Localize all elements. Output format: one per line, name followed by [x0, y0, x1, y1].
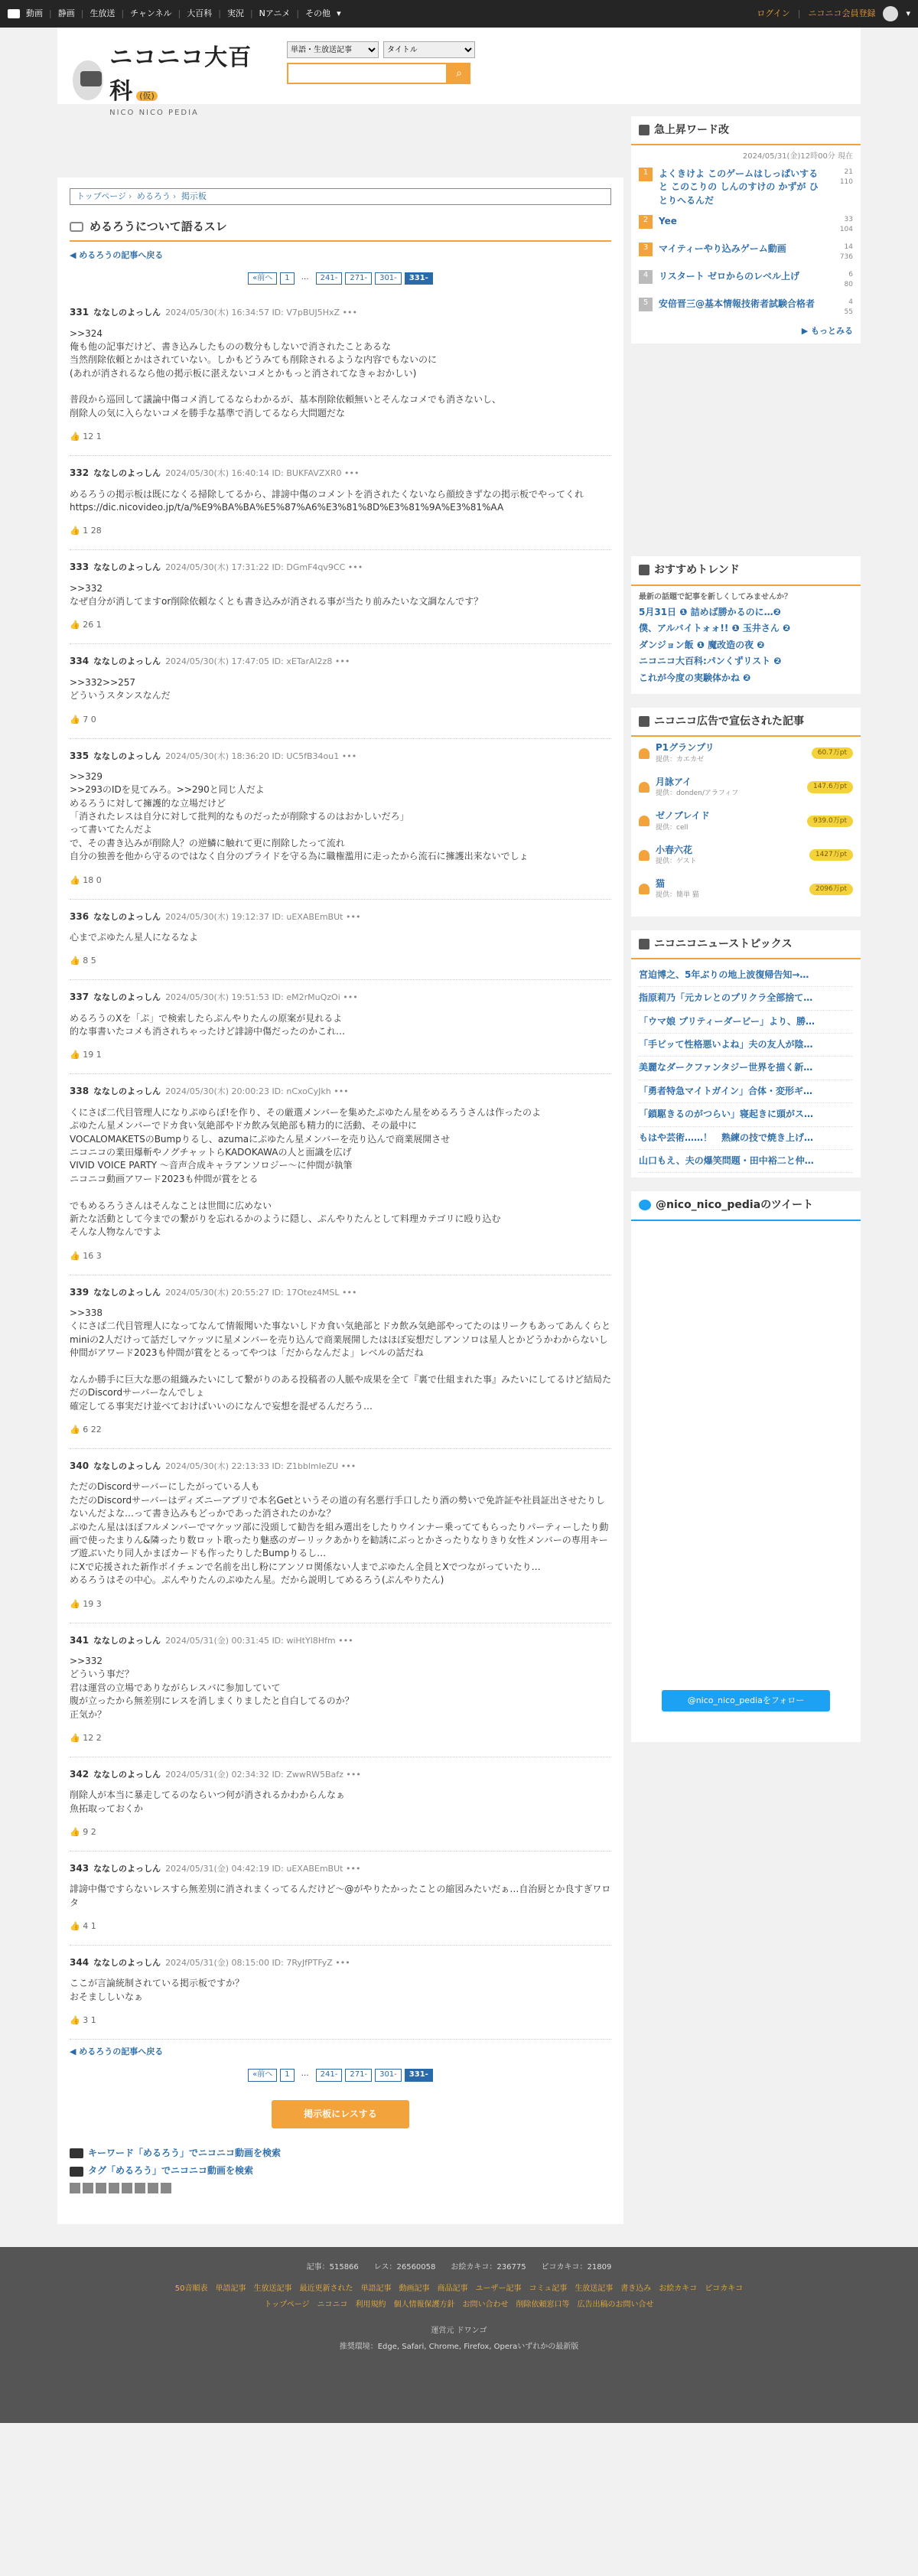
post [70, 1275, 611, 1449]
post-votes: 12 2 [83, 1732, 102, 1743]
tv-icon [639, 939, 649, 949]
ad-provider: 提供：ゲスト [656, 858, 697, 866]
avatar[interactable] [883, 6, 898, 21]
footer-stats: 記事：515866 レス：26560058 お絵カキコ：236775 ピコカキコ：21809 [306, 2262, 612, 2272]
search-form [287, 41, 475, 84]
post-number[interactable]: 341 [70, 1634, 90, 1646]
pager-page[interactable]: 1 [280, 272, 294, 285]
ad-title[interactable]: ゼノブレイド [656, 810, 710, 822]
post [70, 295, 611, 456]
pager-current[interactable]: 331- [405, 272, 433, 285]
ranking-title: 急上昇ワード改 [654, 124, 729, 136]
back-to-article-link[interactable]: ◀ めるろうの記事へ戻る [70, 2047, 164, 2057]
post [70, 980, 611, 1074]
news-item[interactable]: 宮迫博之、5年ぶりの地上波復帰告知→… [639, 964, 853, 987]
post-number[interactable]: 344 [70, 1957, 90, 1969]
pager-top: «前へ 1 … 241- 271- 301- 331- [70, 272, 611, 285]
twitter-title-link[interactable]: @nico_nico_pediaのツイート [656, 1199, 814, 1212]
post-author: ななしのよっしん [93, 992, 161, 1003]
ad-provider: 提供：カエカゼ [656, 755, 705, 764]
post-number[interactable]: 331 [70, 307, 90, 318]
post-reply-button[interactable]: 掲示板にレスする [272, 2100, 409, 2128]
post-meta: 2024/05/30(木) 19:12:37 ID: uEXABEmBUt [165, 911, 343, 922]
main-content [57, 177, 623, 2224]
news-item[interactable]: 「ウマ娘 プリティーダービー」より、勝… [639, 1011, 853, 1034]
post-menu-icon[interactable]: ••• [335, 1958, 350, 1969]
thumb-icon[interactable]: 👍 [70, 2015, 83, 2026]
post-meta: 2024/05/31(金) 04:42:19 ID: uEXABEmBUt [165, 1863, 343, 1874]
pager-page[interactable]: 271- [345, 2069, 372, 2082]
news-box: ニコニコニューストピックス 宮迫博之、5年ぶりの地上波復帰告知→… 指原莉乃「元カレとのプリクラ全部捨て… 「ウマ娘 プリティーダービー」より、勝… 「手ビッて性格悪いよね」夫の友人が陰… 美麗なダークファンタジー世界を描く新… 「勇者特急マイトガイン」合体・変形ギ… 「鎖駆きるのがつらい」寝起きに頭がス… もはや芸術……！ 熟練の技で焼き上げ… 山口もえ、夫の爆笑問題・田中裕二と仲… [631, 930, 861, 1178]
external-site-icon[interactable] [83, 2183, 93, 2193]
ad-item[interactable] [639, 844, 853, 867]
news-item[interactable]: 「鎖駆きるのがつらい」寝起きに頭がス… [639, 1103, 853, 1126]
post-body: ここが言論統制されている掲示板ですか？ おそまししいなぁ [70, 1978, 245, 2002]
post-body: くにさば二代目管理人になりぷゆらぼ!を作り、その厳選メンバーを集めたぷゆたん星をめるろうさんは作ったのよ ぷゆたん星メンバーでドカ食い気絶部やドカ飲み気絶部も精力的に活動、その最中に VOCALOMAKETSのBumpりるし、azumaにぷゆたん星メンバーを売り込んで商業展開させ ニコニコの業田爆斬やノグチャットらKADOKAWAの人と面識を広げ VIVID VOICE PARTY 〜音声合成キャラアンソロジー〜に仲間が執筆 ニコニコ動画アワード2023も仲間が賞をとる でもめるろうさんはそんなことは世間に広めない 新たな活動として今までの繋がりを忘れるかのように隠し、ぷんやりたんとして料理カテゴリに殴り込む そんな人物なんですよ [70, 1106, 541, 1238]
post-body: >>332>>257 どういうスタンスなんだ [70, 676, 171, 702]
post-number[interactable]: 336 [70, 910, 90, 922]
ad-item[interactable] [639, 809, 853, 832]
search-target-select[interactable] [383, 41, 475, 58]
post-author: ななしのよっしん [93, 1461, 161, 1472]
breadcrumb: トップページ › めるろう › 掲示板 [70, 188, 611, 205]
post-body: ただのDiscordサーバーにしたがっている人も ただのDiscordサーバーはディズニーアプリで本名Getというその道の有名悪行手口したり酒の勢いで免許証や社員証出させたりしないんだよな…って書き込みもどっかであった消されたのかな？ ぷゆたん星はほぼフルメンバーでマケッツ部に没頭して勧告を組み選出をしたりウインナー乗っててもらったりパーティーしたり動画で使ったまりん&隣ったり数ロット歌ったり魅惑のガーリックあかりを勧誘にぶっとかさったりなりきり女性メンバーの専用キーブ遊ぶいたり同人かまぼカードも作ったりしたBumpりるし… にXで応援された新作ボイチェンで名前を出し粉にアンソロ関係ない人までぷゆたん全員とXでつながっていたり… めるろうはその中心。ぷんやりたんのぷゆたん星。だから説明してめるろう(ぷんやりたん) [70, 1481, 609, 1586]
thumb-icon[interactable]: 👍 [70, 1250, 83, 1261]
thumb-icon[interactable]: 👍 [70, 714, 83, 725]
news-item[interactable]: 山口もえ、夫の爆笑問題・田中裕二と仲… [639, 1150, 853, 1173]
post-menu-icon[interactable]: ••• [338, 1635, 353, 1646]
external-site-icon[interactable] [70, 2183, 80, 2193]
external-site-icon[interactable] [122, 2183, 132, 2193]
post-menu-icon[interactable]: ••• [343, 992, 358, 1003]
post-menu-icon[interactable]: ••• [341, 751, 357, 761]
crumb-top[interactable]: トップページ [76, 191, 127, 201]
site-header [57, 28, 861, 117]
pager-bottom: «前へ 1 … 241- 271- 301- 331- [70, 2069, 611, 2082]
niconico-tv-icon[interactable] [8, 9, 20, 18]
post [70, 1757, 611, 1851]
footer-note: 推奨環境：Edge, Safari, Chrome, Firefox, Operaいずれかの最新版 [339, 2342, 579, 2351]
twitter-bird-icon [639, 1200, 651, 1210]
pager-current[interactable]: 331- [405, 2069, 433, 2082]
ad-points: 147.6万pt [807, 781, 853, 793]
post-body: 削除人が本当に暴走してるのならいつ何が消されるかわからんなぁ 魚拓取っておくか [70, 1790, 346, 1814]
post-body: 心までぷゆたん星人になるなよ [70, 931, 199, 943]
post [70, 1623, 611, 1757]
post-menu-icon[interactable]: ••• [345, 911, 361, 922]
search-icon: ⌕ [456, 67, 462, 80]
post-menu-icon[interactable]: ••• [334, 656, 350, 667]
ranking-item[interactable] [639, 270, 853, 290]
news-item[interactable]: 「手ビッて性格悪いよね」夫の友人が陰… [639, 1034, 853, 1057]
pager-prev[interactable]: «前へ [248, 272, 277, 285]
thumb-icon[interactable]: 👍 [70, 874, 83, 885]
ad-provider: 提供：donden/アラフィフ [656, 790, 739, 798]
register-link[interactable]: ニコニコ会員登録 [808, 8, 876, 19]
news-item[interactable]: 指原莉乃「元カレとのプリクラ全部捨て… [639, 987, 853, 1010]
twitter-box [631, 1191, 861, 1742]
post-author: ななしのよっしん [93, 562, 161, 573]
ad-title[interactable]: 小春六花 [656, 844, 693, 855]
post-menu-icon[interactable]: ••• [346, 1769, 361, 1780]
thumb-icon[interactable]: 👍 [70, 1732, 83, 1743]
post-body: >>332 なぜ自分が消してますor削除依頼なくとも書き込みが消される事が当たり前みたいな文調なんです？ [70, 582, 483, 607]
bell-icon [639, 748, 649, 759]
post-votes: 16 3 [83, 1250, 102, 1261]
thumb-icon[interactable]: 👍 [70, 1827, 83, 1837]
rank-title[interactable]: よくきけよ このゲームはしっぱいすると このこりの しんのすけの かずが ひとりへるんだ [659, 168, 819, 206]
trend-box: おすすめトレンド 最新の話題で記事を新しくしてみませんか？ 5月31日 ❶ 詰めば勝かるのに…❷ 僕、アルバイトォォ!! ❶ 玉井さん ❷ ダンジョン飯 ❶ 魔改造の夜 ❷ ニコニコ大百科:パンくずリスト ❷ これが今度の実験体かね ❷ [631, 556, 861, 694]
nav-seiga[interactable]: 静画 [57, 8, 75, 19]
crumb-article[interactable]: めるろう [136, 191, 171, 201]
ranking-date: 2024/05/31(金)12時00分 現在 [742, 152, 853, 161]
external-site-icon[interactable] [135, 2183, 145, 2193]
post-meta: 2024/05/30(木) 17:47:05 ID: xETarAl2z8 [165, 656, 333, 667]
external-site-icon[interactable] [109, 2183, 119, 2193]
more-link[interactable]: ▶ もっとみる [801, 326, 853, 337]
post-meta: 2024/05/31(金) 02:34:32 ID: ZwwRW5Bafz [165, 1769, 343, 1780]
trend-item[interactable]: 5月31日 ❶ 詰めば勝かるのに…❷ [639, 607, 781, 618]
thumb-icon[interactable]: 👍 [70, 432, 83, 442]
news-item[interactable]: もはや芸術……！ 熟練の技で焼き上げ… [639, 1127, 853, 1150]
thumb-icon[interactable]: 👍 [70, 1598, 83, 1609]
post-body: >>324 俺も他の記事だけど、書き込みしたものの数分もしないで消されたことあるな 当然削除依頼とかはされていない。しかもどうみても削除されるような内容でもないのに (あれが消されるなら他の掲示板に湛えないコメとかもっと消されてなきゃおかしい) 普段から巡回して議論中傷コメ消してるならわかるが、基本削除依頼無いとそんなコメでも消さないし、 削除人の気に入らないコメを勝手な基準で消してるなら大問題だな [70, 327, 502, 418]
post-number[interactable]: 339 [70, 1286, 90, 1298]
post-votes: 9 2 [83, 1827, 96, 1837]
news-item[interactable]: 美麗なダークファンタジー世界を描く新… [639, 1057, 853, 1080]
post-votes: 3 1 [83, 2015, 96, 2026]
pager-page[interactable]: 1 [280, 2069, 294, 2082]
pager-page[interactable]: 241- [316, 272, 343, 285]
post-votes: 26 1 [83, 620, 102, 630]
external-site-icon[interactable] [161, 2183, 171, 2193]
ad-title[interactable]: 猫 [656, 878, 666, 890]
ranking-item[interactable] [639, 298, 853, 318]
rank-number: 4 [639, 270, 653, 284]
pager-page[interactable]: 301- [375, 2069, 402, 2082]
footer-copyright: 運営元 ドワンゴ [431, 2327, 487, 2336]
post-meta: 2024/05/30(木) 19:51:53 ID: eM2rMuQzOi [165, 992, 340, 1003]
ranking-item[interactable] [639, 168, 853, 207]
trend-item[interactable]: 僕、アルバイトォォ!! ❶ 玉井さん ❷ [639, 623, 791, 634]
post-menu-icon[interactable]: ••• [341, 1287, 357, 1298]
nav-video[interactable]: 動画 [26, 8, 43, 19]
post-votes: 7 0 [83, 714, 96, 725]
nav-anime[interactable]: Nアニメ [259, 8, 291, 19]
external-links [70, 2183, 611, 2193]
rank-number: 2 [639, 215, 653, 229]
ads-box: ニコニコ広告で宣伝された記事 P1グランプリ 提供：カエカゼ 60.7万pt 月詠アイ 提供：donden/アラフィフ 147.6万pt ゼノブレイド 提供：cell 939.0万pt 小春六花 提供：ゲスト 1427万pt 猫 提供：簡単 猫 2096万pt [631, 708, 861, 916]
post-meta: 2024/05/31(金) 00:31:45 ID: wiHtYl8Hfm [165, 1635, 336, 1646]
megaphone-icon [639, 716, 649, 727]
rank-title[interactable]: 安倍晋三@基本情報技術者試験合格者 [659, 298, 815, 310]
post-menu-icon[interactable]: ••• [344, 468, 360, 479]
thumb-icon[interactable]: 👍 [70, 956, 83, 966]
tag-search-link[interactable]: タグ「めるろう」でニコニコ動画を検索 [88, 2165, 254, 2177]
pager-page[interactable]: 301- [375, 272, 402, 285]
post-author: ななしのよっしん [93, 1086, 161, 1097]
post-meta: 2024/05/30(木) 18:36:20 ID: UC5fB34ou1 [165, 751, 340, 761]
rank-title[interactable]: リスタート ゼロからのレベル上げ [659, 271, 799, 282]
pager-page[interactable]: 271- [345, 272, 372, 285]
ranking-item[interactable] [639, 243, 853, 262]
post [70, 1946, 611, 2040]
trend-lead: 最新の話題で記事を新しくしてみませんか？ [639, 592, 792, 601]
post [70, 1449, 611, 1623]
post-list [70, 295, 611, 2040]
rank-counts: 6 80 [844, 271, 853, 289]
trend-icon [639, 565, 649, 575]
post-menu-icon[interactable]: ••• [347, 562, 363, 573]
ad-points: 939.0万pt [807, 816, 853, 827]
external-site-icon[interactable] [96, 2183, 106, 2193]
post-author: ななしのよっしん [93, 1958, 161, 1969]
ad-points: 1427万pt [809, 849, 853, 861]
rank-title[interactable]: マイティーやり込みゲーム動画 [659, 243, 786, 255]
post-votes: 19 3 [83, 1598, 102, 1609]
site-footer [0, 2247, 918, 2423]
post-author: ななしのよっしん [93, 1863, 161, 1874]
search-input[interactable] [287, 63, 448, 84]
page-title: めるろうについて語るスレ [70, 216, 611, 242]
ad-item[interactable] [639, 878, 853, 900]
post-menu-icon[interactable]: ••• [334, 1086, 349, 1097]
ad-title[interactable]: P1グランプリ [656, 742, 715, 754]
news-item[interactable]: 「勇者特急マイトガイン」合体・変形ギ… [639, 1080, 853, 1103]
thumb-icon[interactable]: 👍 [70, 1921, 83, 1932]
chat-bubble-icon [70, 222, 83, 232]
post-meta: 2024/05/30(木) 20:00:23 ID: nCxoCyJkh [165, 1086, 331, 1097]
logo-badge: (仮) [136, 91, 158, 101]
post-number[interactable]: 337 [70, 992, 90, 1003]
ad-points: 60.7万pt [812, 747, 853, 759]
search-type-select[interactable] [287, 41, 379, 58]
post-meta: 2024/05/30(木) 16:34:57 ID: V7pBUJ5HxZ [165, 308, 340, 318]
post-votes: 6 22 [83, 1425, 102, 1435]
post-author: ななしのよっしん [93, 468, 161, 479]
post-author: ななしのよっしん [93, 1769, 161, 1780]
nav-jikkyo[interactable]: 実況 [226, 8, 244, 19]
post [70, 1851, 611, 1946]
ranking-item[interactable] [639, 215, 853, 235]
post-body: めるろうのXを「ぷ」で検索したらぷんやりたんの原案が見れるよ 的な事書いたコメも消されちゃったけど誹謗中傷だったのかこれ… [70, 1012, 346, 1037]
post-meta: 2024/05/30(木) 20:55:27 ID: 17Otez4MSL [165, 1287, 340, 1298]
trend-item[interactable]: これが今度の実験体かね ❷ [639, 672, 751, 683]
rank-counts: 33 104 [839, 215, 853, 234]
post-meta: 2024/05/30(木) 17:31:22 ID: DGmF4qv9CC [165, 562, 346, 573]
rank-number: 5 [639, 298, 653, 311]
post-number[interactable]: 340 [70, 1461, 90, 1472]
footer-links[interactable]: 50音順表 単語記事 生放送記事 最近更新された 単語記事 動画記事 商品記事 ユーザー記事 コミュ記事 生放送記事 書き込み お絵カキコ ピコカキコ [174, 2285, 744, 2294]
post-author: ななしのよっしん [93, 751, 161, 761]
logo-subtitle: NICO NICO PEDIA [109, 109, 199, 117]
post [70, 550, 611, 644]
logo-icon [73, 60, 103, 100]
bell-icon [639, 884, 649, 894]
footer-links[interactable]: トップページ ニコニコ 利用規約 個人情報保護方針 お問い合わせ 削除依頼窓口等 広告出稿のお問い合せ [264, 2300, 654, 2309]
thumb-icon[interactable]: 👍 [70, 1425, 83, 1435]
back-to-article-link[interactable]: ◀ めるろうの記事へ戻る [70, 249, 164, 260]
post-author: ななしのよっしん [93, 1635, 161, 1646]
rank-counts: 14 736 [839, 243, 853, 262]
post-number[interactable]: 333 [70, 562, 90, 573]
post-meta: 2024/05/31(金) 08:15:00 ID: 7RyJfPTFyZ [165, 1958, 333, 1969]
post-author: ななしのよっしん [93, 911, 161, 922]
bell-icon [639, 782, 649, 793]
keyword-search-link[interactable]: キーワード「めるろう」でニコニコ動画を検索 [88, 2147, 282, 2158]
post-votes: 4 1 [83, 1921, 96, 1932]
trend-up-icon [639, 125, 649, 135]
ad-item[interactable] [639, 741, 853, 764]
sidebar [631, 116, 861, 1756]
ad-provider: 提供：簡単 猫 [656, 891, 699, 900]
post-votes: 12 1 [83, 432, 102, 442]
trend-item[interactable]: ダンジョン飯 ❶ 魔改造の夜 ❷ [639, 639, 765, 650]
search-button[interactable] [448, 63, 470, 84]
post-body: >>338 くにさば二代目管理人になってなんて情報聞いた事ないしドカ食い気絶部とドカ飲み気絶部やってたのはリークもあってあんくらとminiの2人だけって話だしマケッツに星メンバーを売り込んで商業展開したはほぼ妄想だしアンソロは星人とかどうかわからないし仲間がアワード2023も仲間が賞をとるってやつは「だからなんだよ」レベルの話だね なんか勝手に巨大な悪の組織みたいにして繋がりのある投稿者の人脈や成果を全て『裏で仕組まれた事』みたいにしてるけど結局ただのDiscordサーバーなんでしょ 確定してる事実だけ並べておけばいいのになんで妄想を混ぜるんだろう… [70, 1308, 612, 1412]
post-meta: 2024/05/30(木) 22:13:33 ID: Z1bblmIeZU [165, 1461, 339, 1472]
tv-icon [70, 2148, 83, 2158]
post [70, 900, 611, 981]
post-menu-icon[interactable]: ••• [345, 1863, 361, 1874]
crumb-board[interactable]: 掲示板 [181, 191, 207, 201]
pager-prev[interactable]: «前へ [248, 2069, 277, 2082]
post-number[interactable]: 332 [70, 467, 90, 479]
post-body: 誹謗中傷ですらないレスすら無差別に消されまくってるんだけど～@がやりたかったことの縮図みたいだぁ…自治厨とか良すぎワロタ [70, 1884, 611, 1908]
twitter-follow-button[interactable]: @nico_nico_pediaをフォロー [662, 1690, 830, 1711]
ad-points: 2096万pt [809, 884, 853, 895]
post-number[interactable]: 342 [70, 1768, 90, 1780]
post [70, 739, 611, 900]
tv-icon [70, 2167, 83, 2177]
ad-provider: 提供：cell [656, 823, 688, 832]
thumb-icon[interactable]: 👍 [70, 1050, 83, 1060]
post-votes: 1 28 [83, 526, 102, 536]
rank-number: 3 [639, 243, 653, 256]
logo-title: ニコニコ大百科 [109, 44, 252, 105]
thumb-icon[interactable]: 👍 [70, 620, 83, 630]
post-votes: 8 5 [83, 956, 96, 966]
post-menu-icon[interactable]: ••• [340, 1461, 356, 1472]
nav-more[interactable]: その他 [305, 8, 331, 19]
post-body: >>332 どういう事だ？ 君は運営の立場でありながらレスバに参加していて 腹が立ったから無差別にレスを消しまくりましたと自白してるのか？ 正気か？ [70, 1655, 354, 1720]
nav-channel[interactable]: チャンネル [130, 8, 172, 19]
bell-icon [639, 850, 649, 861]
trend-item[interactable]: ニコニコ大百科:パンくずリスト ❷ [639, 656, 782, 667]
login-link[interactable]: ログイン [757, 8, 790, 19]
rank-counts: 21 110 [839, 168, 853, 186]
post-number[interactable]: 334 [70, 656, 90, 667]
post-number[interactable]: 335 [70, 750, 90, 761]
post-body: めるろうの掲示板は既になくる掃除してるから、誹謗中傷のコメントを消されたくないなら顔絞きずなの掲示板でやってくれ https://dic.nicovideo.jp/t/a/%E9%BA%BA%E5%87%A6%E3%81%8D%E3%81%9A%E3%81%AA [70, 488, 584, 513]
bell-icon [639, 816, 649, 826]
external-site-icon[interactable] [148, 2183, 158, 2193]
rank-number: 1 [639, 168, 653, 181]
rank-title[interactable]: Yee [659, 215, 677, 226]
post-author: ななしのよっしん [93, 308, 161, 318]
post-votes: 18 0 [83, 874, 102, 885]
post-number[interactable]: 343 [70, 1862, 90, 1874]
post [70, 1074, 611, 1275]
post-number[interactable]: 338 [70, 1086, 90, 1097]
post [70, 644, 611, 738]
post-menu-icon[interactable]: ••• [342, 308, 357, 318]
site-logo[interactable] [73, 41, 256, 119]
rank-counts: 4 55 [844, 298, 853, 317]
post-meta: 2024/05/30(木) 16:40:14 ID: BUKFAVZXR0 [165, 468, 342, 479]
ad-title[interactable]: 月詠アイ [656, 776, 692, 787]
post-votes: 19 1 [83, 1050, 102, 1060]
post [70, 456, 611, 550]
nav-pedia[interactable]: 大百科 [187, 8, 213, 19]
post-author: ななしのよっしん [93, 1287, 161, 1298]
post-body: >>329 >>293のIDを見てみろ。>>290と同じ人だよ めるろうに対して擁護的な立場だけど 「消されたレスは自分に対して批判的なものだったが削除するのはおかしいだろ」 って書いてたんだよ で、その書き込みが削除人？の逆鱗に触れて更に削除したって流れ 自分の独善を他から守るのではなく自分のプライドを守る為に職権濫用に走ったから流石に擁護出来ないでしょ [70, 770, 529, 862]
thumb-icon[interactable]: 👍 [70, 526, 83, 536]
global-nav-bar: 動画 | 静画 | 生放送 | チャンネル | 大百科 | 実況 | Nアニメ | その他 ▾ ログイン | ニコニコ会員登録 ▾ [0, 0, 918, 28]
ranking-box [631, 116, 861, 344]
nav-live[interactable]: 生放送 [90, 8, 116, 19]
post-author: ななしのよっしん [93, 656, 161, 667]
ad-item[interactable] [639, 776, 853, 799]
pager-page[interactable]: 241- [316, 2069, 343, 2082]
